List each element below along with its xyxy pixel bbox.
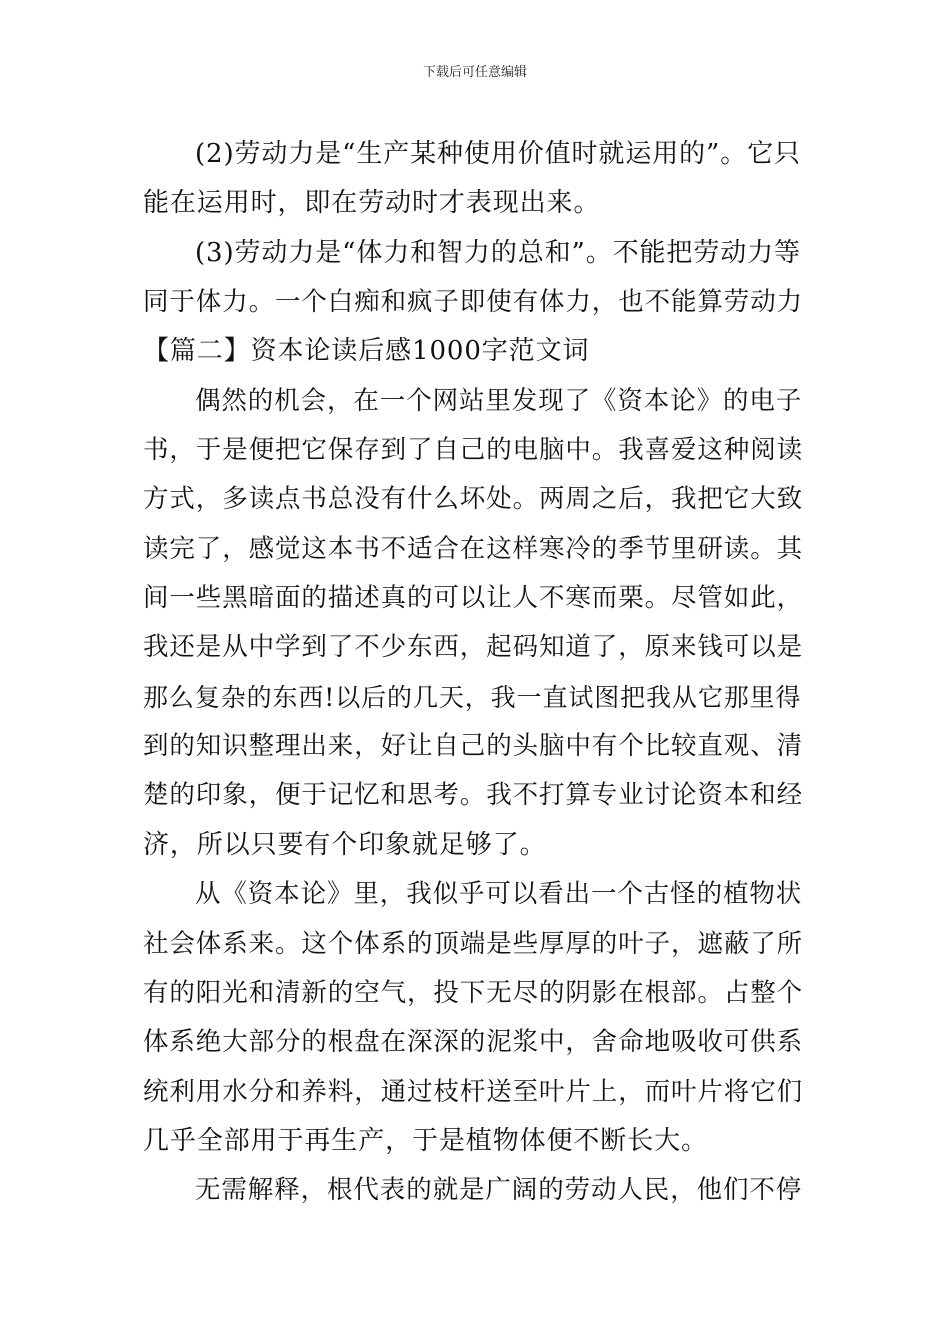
text-line: 我还是从中学到了不少东西，起码知道了，原来钱可以是 <box>143 632 804 663</box>
text-line: (2)劳动力是“生产某种使用价值时就运用的”。它只 <box>195 139 801 169</box>
text-line: 从《资本论》里，我似乎可以看出一个古怪的植物状 <box>195 879 803 910</box>
section-heading: 【篇二】资本论读后感1000字范文词 <box>143 336 590 367</box>
text-line: 读完了，感觉这本书不适合在这样寒冷的季节里研读。其 <box>143 533 804 564</box>
text-line: 方式，多读点书总没有什么坏处。两周之后，我把它大致 <box>143 484 804 515</box>
text-line: 几乎全部用于再生产，于是植物体便不断长大。 <box>143 1125 708 1156</box>
text-line: 偶然的机会，在一个网站里发现了《资本论》的电子 <box>195 385 803 416</box>
text-line: 那么复杂的东西!以后的几天，我一直试图把我从它那里得 <box>143 682 802 712</box>
text-line: 济，所以只要有个印象就足够了。 <box>143 829 547 860</box>
text-line: 到的知识整理出来，好让自己的头脑中有个比较直观、清 <box>143 731 804 762</box>
text-line: 楚的印象，便于记忆和思考。我不打算专业讨论资本和经 <box>143 780 804 811</box>
page-header: 下载后可任意编辑 <box>422 65 527 80</box>
text-line: 有的阳光和清新的空气，投下无尽的阴影在根部。占整个 <box>143 977 804 1008</box>
text-line: (3)劳动力是“体力和智力的总和”。不能把劳动力等 <box>195 237 801 268</box>
text-line: 无需解释，根代表的就是广阔的劳动人民，他们不停 <box>195 1175 803 1206</box>
text-line: 体系绝大部分的根盘在深深的泥浆中，舍命地吸收可供系 <box>143 1027 804 1058</box>
text-line: 间一些黑暗面的描述真的可以让人不寒而栗。尽管如此， <box>143 583 804 614</box>
text-line: 社会体系来。这个体系的顶端是些厚厚的叶子，遮蔽了所 <box>143 928 804 959</box>
document-body <box>143 130 807 1216</box>
text-line: 同于体力。一个白痴和疯子即使有体力，也不能算劳动力 <box>143 287 804 318</box>
text-line: 书，于是便把它保存到了自己的电脑中。我喜爱这种阅读 <box>143 435 804 466</box>
text-line: 能在运用时，即在劳动时才表现出来。 <box>143 188 601 219</box>
text-line: 统利用水分和养料，通过枝杆送至叶片上，而叶片将它们 <box>143 1076 804 1107</box>
